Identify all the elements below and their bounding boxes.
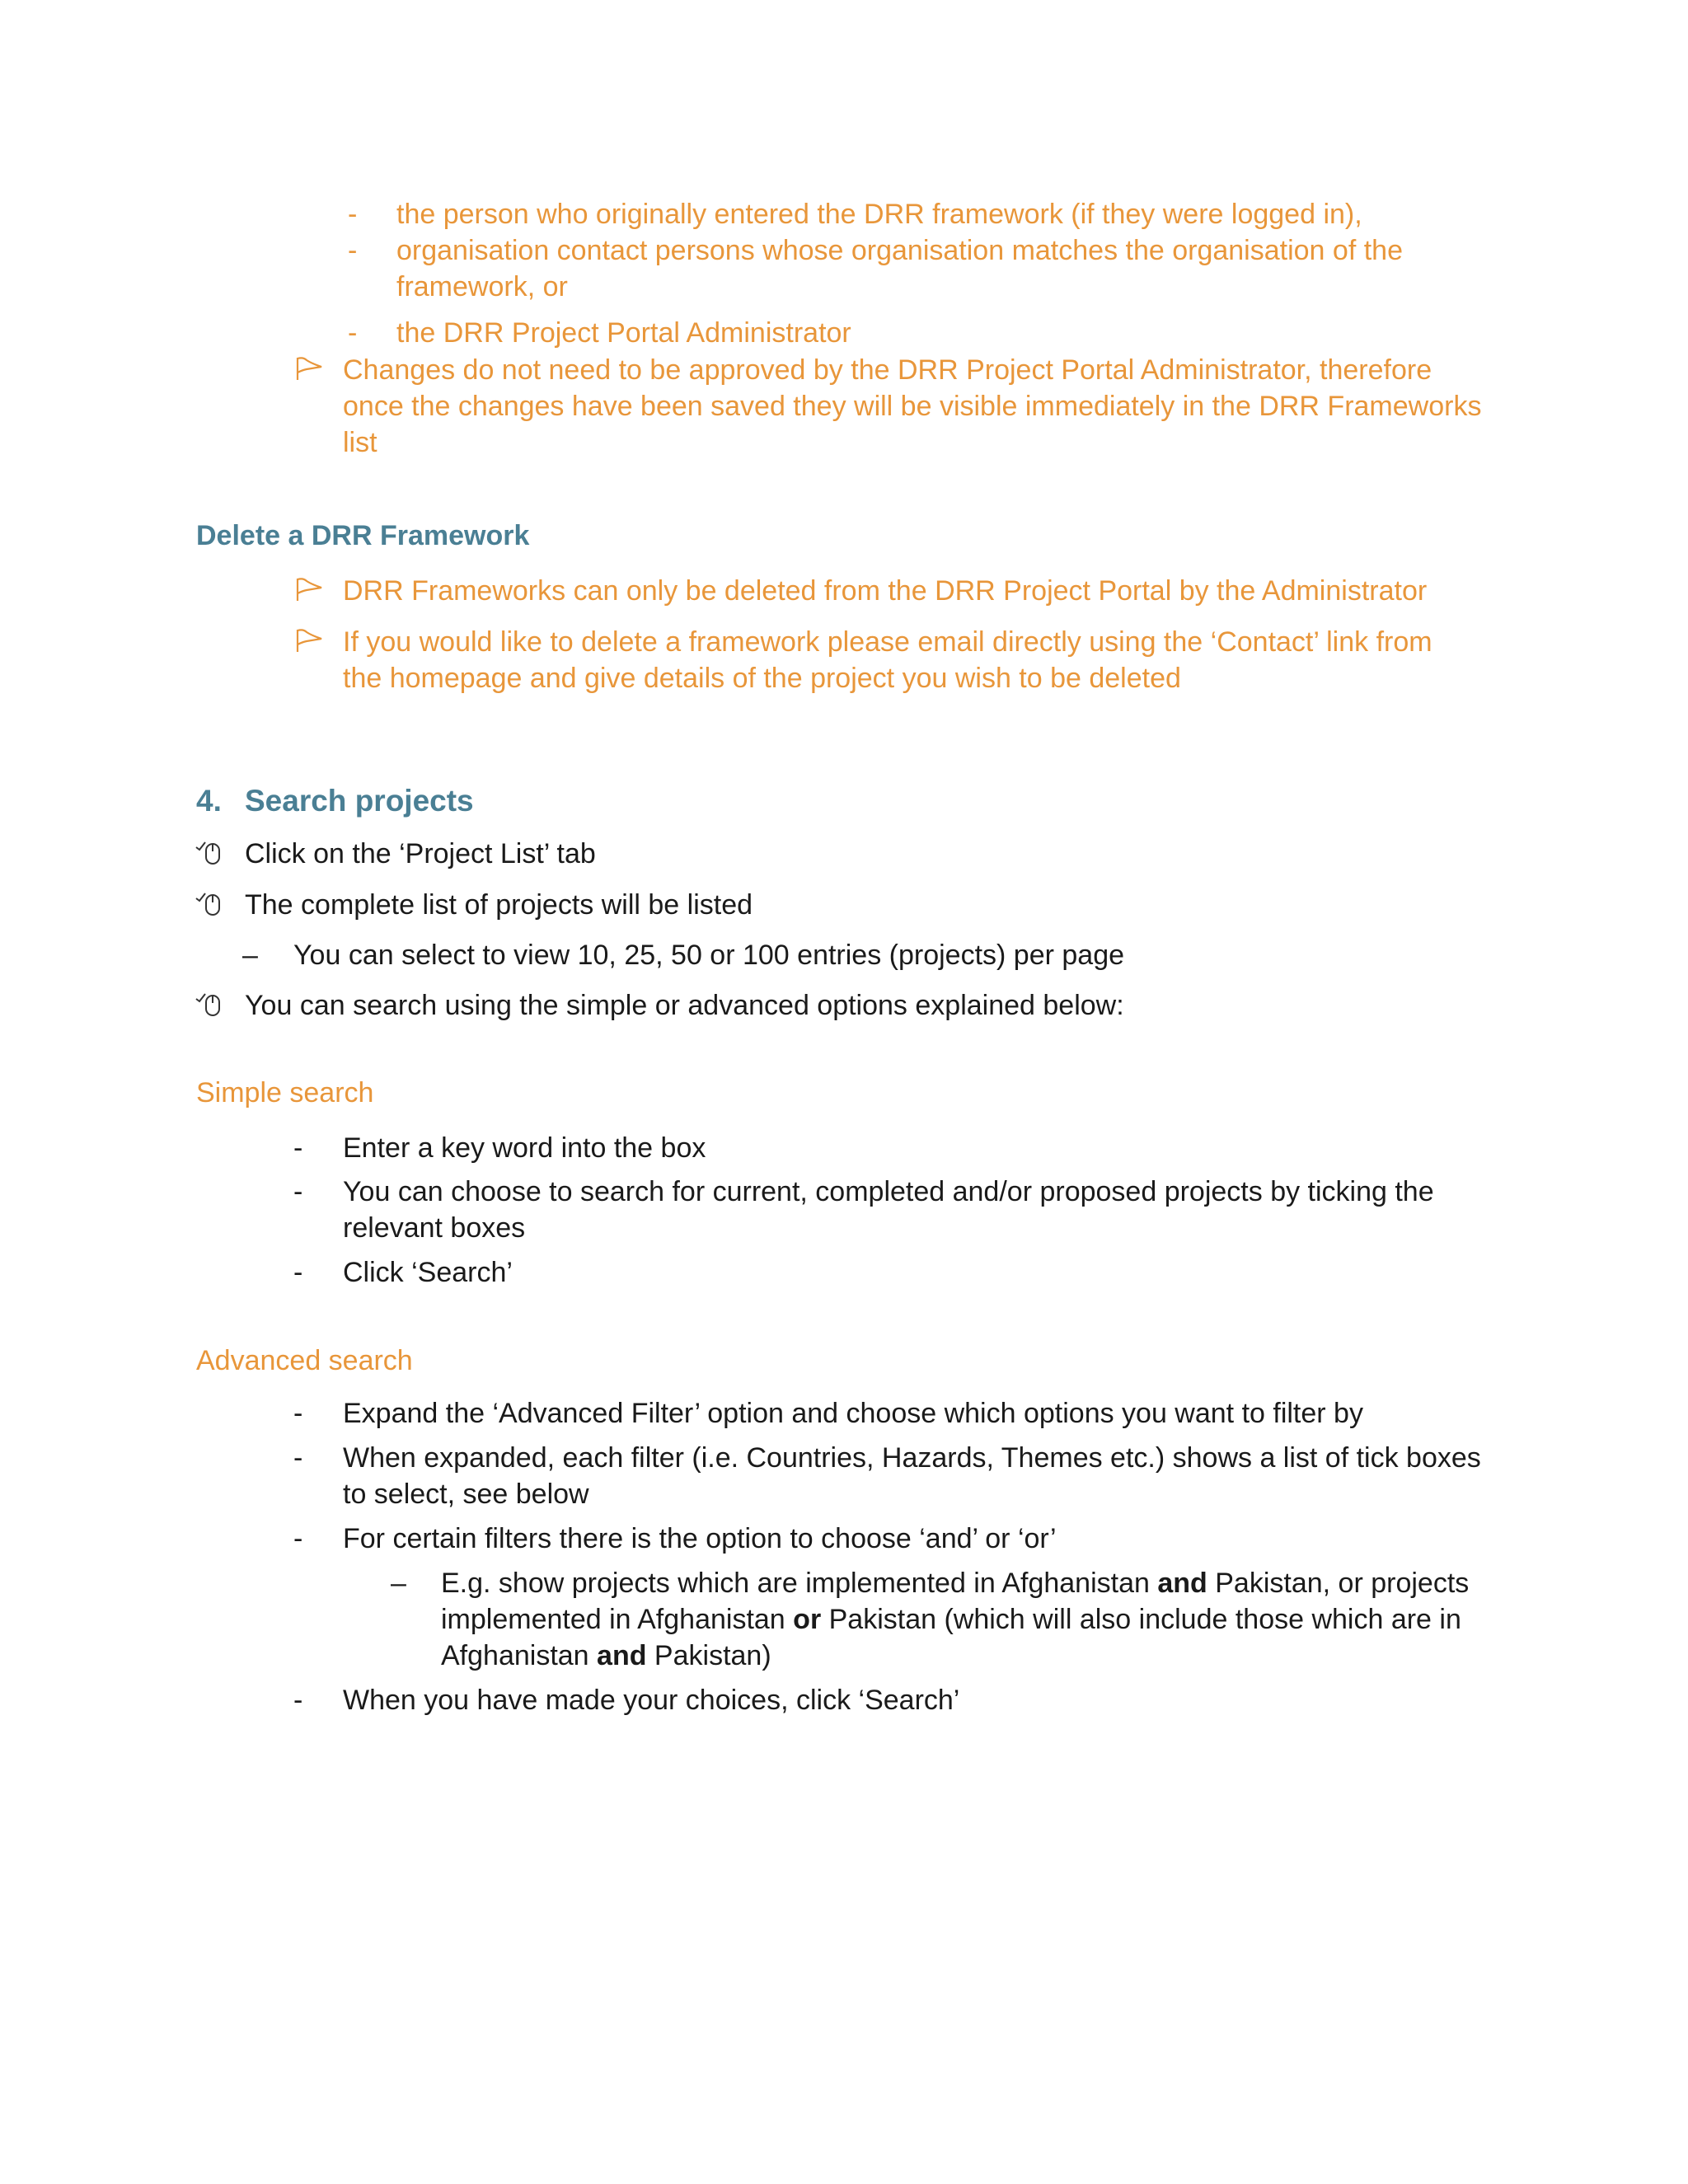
mouse-icon bbox=[195, 991, 224, 1019]
list-item-text: When you have made your choices, click ‘Search’ bbox=[343, 1685, 960, 1716]
mouse-icon bbox=[195, 890, 224, 918]
list-bullet: - bbox=[348, 235, 358, 266]
list-item-text: Expand the ‘Advanced Filter’ option and choose which options you want to filter by bbox=[343, 1398, 1363, 1429]
list-item-text: organisation contact persons whose organisation matches the organisation of the bbox=[396, 235, 1403, 266]
sub-text: Afghanistan and Pakistan) bbox=[441, 1640, 771, 1671]
step-text: You can search using the simple or advanced options explained below: bbox=[245, 990, 1124, 1021]
sub-bullet: – bbox=[242, 940, 258, 971]
sub-text: implemented in Afghanistan or Pakistan (which will also include those which are in bbox=[441, 1604, 1461, 1635]
step-text: The complete list of projects will be listed bbox=[245, 889, 753, 921]
section-heading: Search projects bbox=[245, 784, 474, 818]
list-bullet: - bbox=[293, 1523, 303, 1554]
list-bullet: - bbox=[293, 1132, 303, 1164]
note-text: once the changes have been saved they will be visible immediately in the DRR Frameworks bbox=[343, 391, 1482, 422]
list-bullet: - bbox=[293, 1442, 303, 1474]
note-text: list bbox=[343, 427, 377, 458]
list-item-text: the person who originally entered the DRR framework (if they were logged in), bbox=[396, 199, 1362, 230]
sub-bullet: – bbox=[391, 1568, 406, 1599]
list-item-text: Click ‘Search’ bbox=[343, 1257, 513, 1288]
section-heading: Delete a DRR Framework bbox=[196, 520, 530, 551]
list-bullet: - bbox=[348, 199, 358, 230]
list-item-text: You can choose to search for current, completed and/or proposed projects by ticking the bbox=[343, 1176, 1434, 1207]
list-bullet: - bbox=[293, 1398, 303, 1429]
list-bullet: - bbox=[348, 317, 358, 349]
step-text: Click on the ‘Project List’ tab bbox=[245, 838, 596, 869]
section-number: 4. bbox=[196, 784, 222, 818]
list-item-text: to select, see below bbox=[343, 1479, 589, 1510]
list-item-text: framework, or bbox=[396, 271, 568, 302]
sub-text: E.g. show projects which are implemented in Afghanistan and Pakistan, or projects bbox=[441, 1568, 1470, 1599]
mouse-icon bbox=[195, 839, 224, 867]
note-text: DRR Frameworks can only be deleted from the DRR Project Portal by the Administrator bbox=[343, 575, 1428, 607]
flag-icon bbox=[295, 356, 325, 381]
flag-icon bbox=[295, 628, 325, 653]
list-bullet: - bbox=[293, 1685, 303, 1716]
flag-icon bbox=[295, 577, 325, 602]
list-item-text: For certain filters there is the option to choose ‘and’ or ‘or’ bbox=[343, 1523, 1057, 1554]
list-item-text: the DRR Project Portal Administrator bbox=[396, 317, 851, 349]
subsection-heading: Advanced search bbox=[196, 1345, 413, 1376]
subsection-heading: Simple search bbox=[196, 1077, 374, 1108]
note-text: If you would like to delete a framework please email directly using the ‘Contact’ link from bbox=[343, 626, 1432, 658]
list-bullet: - bbox=[293, 1176, 303, 1207]
note-text: Changes do not need to be approved by the DRR Project Portal Administrator, therefore bbox=[343, 354, 1432, 386]
sub-text: You can select to view 10, 25, 50 or 100 entries (projects) per page bbox=[293, 940, 1125, 971]
list-item-text: Enter a key word into the box bbox=[343, 1132, 706, 1164]
note-text: the homepage and give details of the project you wish to be deleted bbox=[343, 663, 1181, 694]
list-item-text: When expanded, each filter (i.e. Countries, Hazards, Themes etc.) shows a list of tick boxes bbox=[343, 1442, 1481, 1474]
list-bullet: - bbox=[293, 1257, 303, 1288]
list-item-text: relevant boxes bbox=[343, 1212, 526, 1244]
